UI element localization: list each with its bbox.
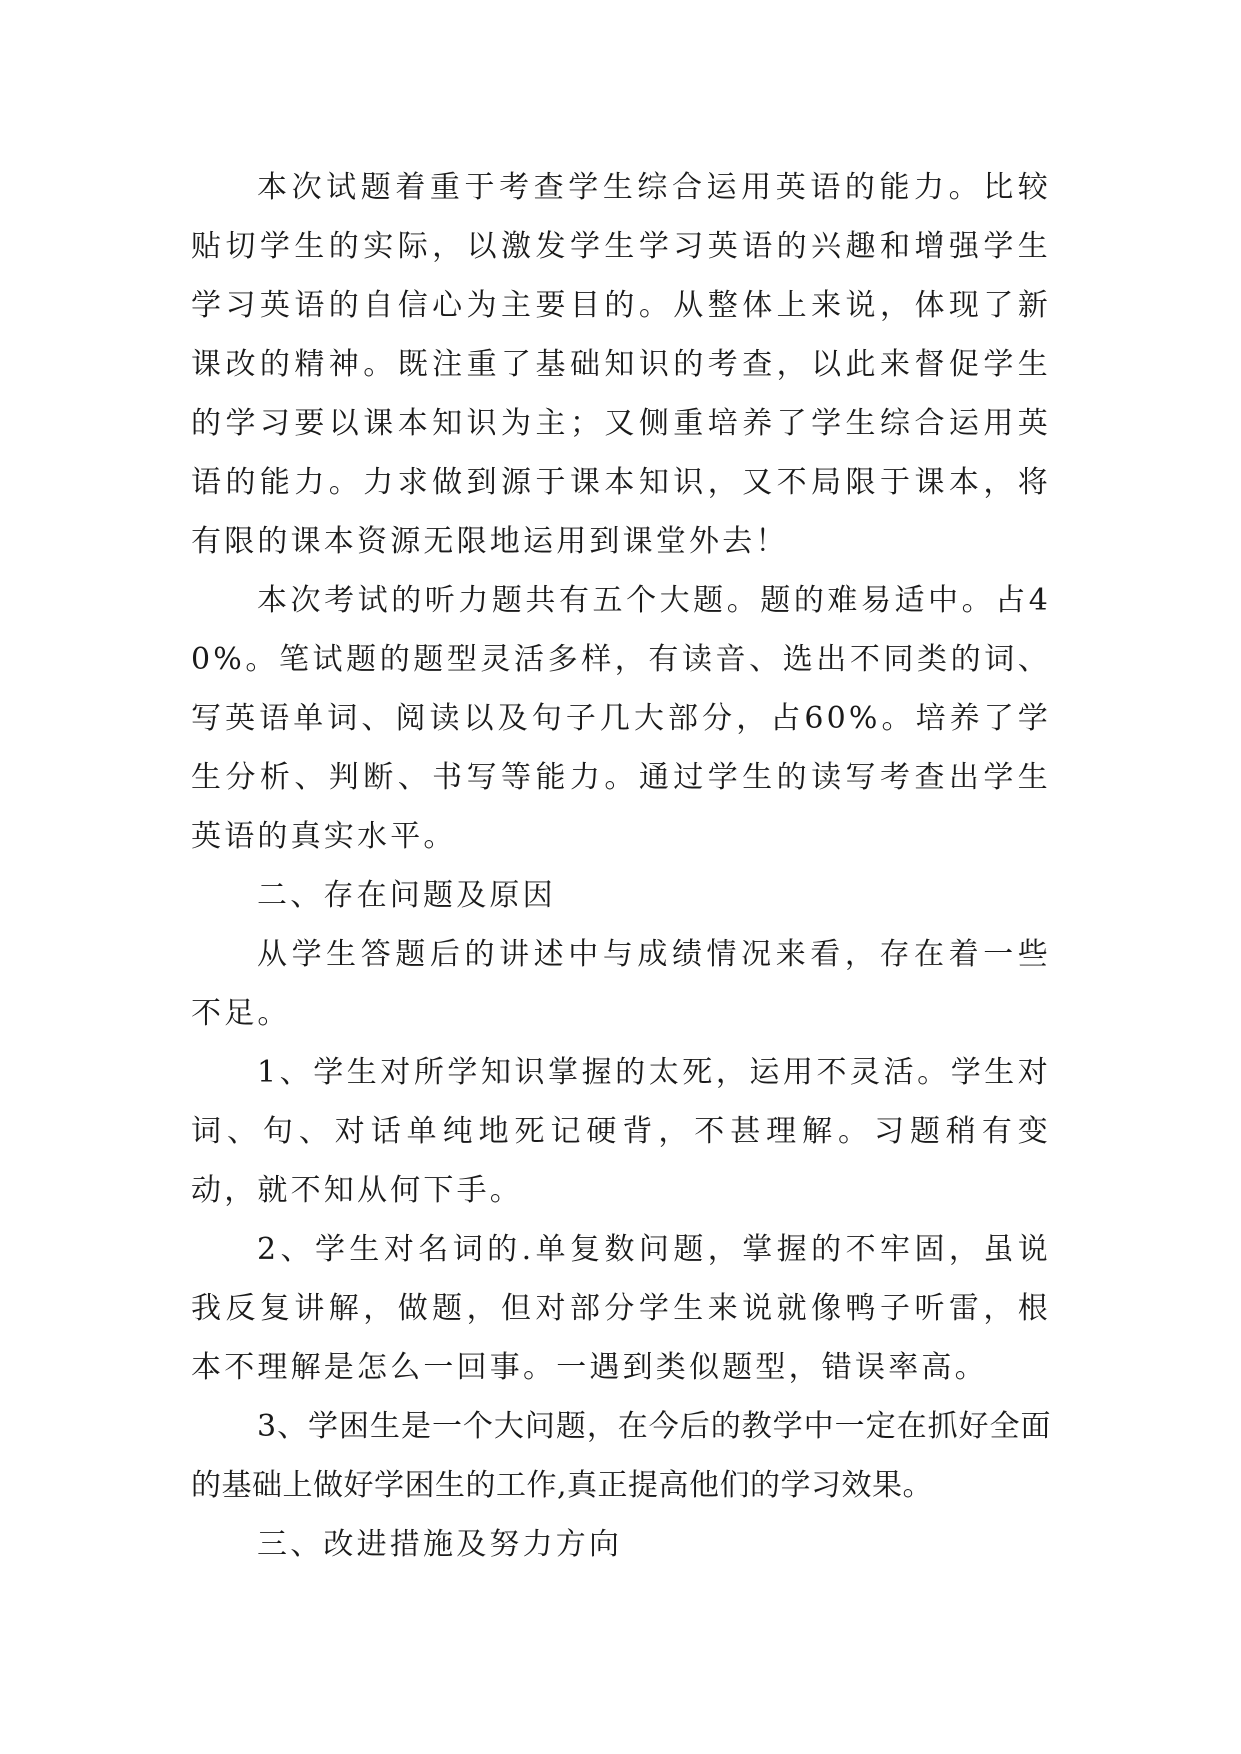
section-heading-problems: 二、存在问题及原因	[257, 878, 556, 913]
paragraph-problem-3: 3、学困生是一个大问题，在今后的教学中一定在抓好全面的基础上做好学困生的工作,真正提高他们的学习效果。	[191, 1409, 1051, 1503]
paragraph-exam-structure: 本次考试的听力题共有五个大题。题的难易适中。占40%。笔试题的题型灵活多样，有读音、选出不同类的词、写英语单词、阅读以及句子几大部分，占60%。培养了学生分析、判断、书写等能力。通过学生的读写考查出学生英语的真实水平。	[191, 583, 1051, 854]
paragraph-problem-1: 1、学生对所学知识掌握的太死，运用不灵活。学生对词、句、对话单纯地死记硬背，不甚理解。习题稍有变动，就不知从何下手。	[191, 1055, 1051, 1208]
document-body	[191, 158, 1051, 1574]
paragraph-problems-intro: 从学生答题后的讲述中与成绩情况来看，存在着一些不足。	[191, 937, 1051, 1031]
paragraph-exam-overview: 本次试题着重于考查学生综合运用英语的能力。比较贴切学生的实际，以激发学生学习英语的兴趣和增强学生学习英语的自信心为主要目的。从整体上来说，体现了新课改的精神。既注重了基础知识的考查，以此来督促学生的学习要以课本知识为主；又侧重培养了学生综合运用英语的能力。力求做到源于课本知识，又不局限于课本，将有限的课本资源无限地运用到课堂外去！	[191, 170, 1051, 559]
section-heading-improvements: 三、改进措施及努力方向	[257, 1527, 623, 1562]
paragraph-problem-2: 2、学生对名词的.单复数问题，掌握的不牢固，虽说我反复讲解，做题，但对部分学生来说就像鸭子听雷，根本不理解是怎么一回事。一遇到类似题型，错误率高。	[191, 1232, 1051, 1385]
